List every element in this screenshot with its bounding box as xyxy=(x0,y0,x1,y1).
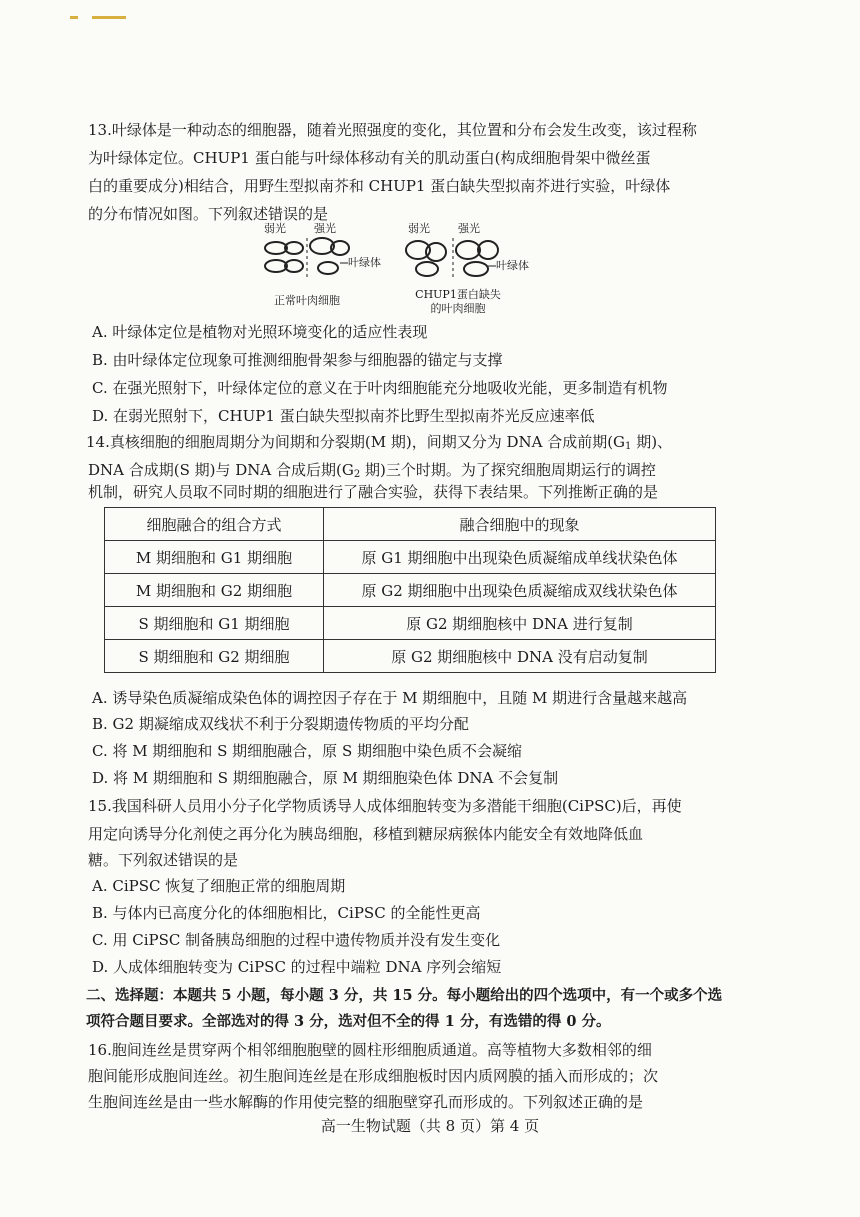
q14-line: 14.真核细胞的细胞周期分为间期和分裂期(M 期)，间期又分为 DNA 合成前期($G_1$ 期)、 xyxy=(86,433,673,452)
chloroplast-diagram xyxy=(262,236,562,280)
q15-line: 用定向诱导分化剂使之再分化为胰岛细胞，移植到糖尿病猴体内能安全有效地降低血 xyxy=(88,825,644,843)
q13-line: 13.叶绿体是一种动态的细胞器，随着光照强度的变化，其位置和分布会发生改变，该过程称 xyxy=(88,121,697,139)
table-cell: 原 G2 期细胞中出现染色质凝缩成双线状染色体 xyxy=(324,574,716,607)
q14-option-b: B. G2 期凝缩成双线状不利于分裂期遗传物质的平均分配 xyxy=(92,715,469,733)
q15-line: 15.我国科研人员用小分子化学物质诱导人成体细胞转变为多潜能干细胞(CiPSC)后，再使 xyxy=(88,797,682,815)
table-cell: 原 G2 期细胞核中 DNA 没有启动复制 xyxy=(324,640,716,673)
q14-option-a: A. 诱导染色质凝缩成染色体的调控因子存在于 M 期细胞中，且随 M 期进行含量越来越高 xyxy=(92,689,688,707)
chloroplast-label: 叶绿体 xyxy=(496,259,529,272)
q15-line: 糖。下列叙述错误的是 xyxy=(88,851,239,869)
q14-option-c: C. 将 M 期细胞和 S 期细胞融合，原 S 期细胞中染色质不会凝缩 xyxy=(92,742,522,760)
table-cell: S 期细胞和 G2 期细胞 xyxy=(105,640,324,673)
table-cell: 原 G1 期细胞中出现染色质凝缩成单线状染色体 xyxy=(324,541,716,574)
table-cell: M 期细胞和 G1 期细胞 xyxy=(105,541,324,574)
q13-line: 为叶绿体定位。CHUP1 蛋白能与叶绿体移动有关的肌动蛋白(构成细胞骨架中微丝蛋 xyxy=(88,149,651,167)
table-cell: 原 G2 期细胞核中 DNA 进行复制 xyxy=(324,607,716,640)
table-row xyxy=(105,640,716,673)
q13-option-c: C. 在强光照射下，叶绿体定位的意义在于叶肉细胞能充分地吸收光能，更多制造有机物 xyxy=(92,379,668,397)
table-row xyxy=(105,607,716,640)
q16-line: 生胞间连丝是由一些水解酶的作用使完整的细胞壁穿孔而形成的。下列叙述正确的是 xyxy=(88,1093,644,1111)
table-cell: M 期细胞和 G2 期细胞 xyxy=(105,574,324,607)
normal-cell-caption: 正常叶肉细胞 xyxy=(274,294,340,307)
q13-option-b: B. 由叶绿体定位现象可推测细胞骨架参与细胞器的锚定与支撑 xyxy=(92,351,503,369)
q14-option-d: D. 将 M 期细胞和 S 期细胞融合，原 M 期细胞染色体 DNA 不会复制 xyxy=(92,769,559,787)
q13-option-d: D. 在弱光照射下，CHUP1 蛋白缺失型拟南芥比野生型拟南芥光反应速率低 xyxy=(92,407,595,425)
q13-line: 的分布情况如图。下列叙述错误的是 xyxy=(88,205,329,223)
corner-mark xyxy=(70,16,78,19)
q15-option-b: B. 与体内已高度分化的体细胞相比，CiPSC 的全能性更高 xyxy=(92,904,481,922)
q16-line: 胞间能形成胞间连丝。初生胞间连丝是在形成细胞板时因内质网膜的插入而形成的；次 xyxy=(88,1067,659,1085)
section-heading: 项符合题目要求。全部选对的得 3 分，选对但不全的得 1 分，有选错的得 0 分。 xyxy=(86,1013,611,1030)
table-row xyxy=(105,541,716,574)
weak-light-label: 弱光 xyxy=(408,222,430,235)
chloroplast-label: 叶绿体 xyxy=(348,256,381,269)
table-header-cell: 细胞融合的组合方式 xyxy=(105,508,324,541)
table-cell: S 期细胞和 G1 期细胞 xyxy=(105,607,324,640)
q14-line: DNA 合成期(S 期)与 DNA 合成后期($G_2$ 期)三个时期。为了探究细胞周期运行的调控 xyxy=(88,461,656,480)
table-header-cell: 融合细胞中的现象 xyxy=(324,508,716,541)
page-footer: 高一生物试题（共 8 页）第 4 页 xyxy=(320,1117,540,1135)
strong-light-label: 强光 xyxy=(458,222,480,235)
q14-line: 机制，研究人员取不同时期的细胞进行了融合实验，获得下表结果。下列推断正确的是 xyxy=(88,483,659,501)
table-row xyxy=(105,574,716,607)
fusion-table xyxy=(104,507,716,673)
mutant-cell-caption: 的叶肉细胞 xyxy=(430,302,486,315)
q15-option-d: D. 人成体细胞转变为 CiPSC 的过程中端粒 DNA 序列会缩短 xyxy=(92,958,502,976)
strong-light-label: 强光 xyxy=(314,222,336,235)
q15-option-c: C. 用 CiPSC 制备胰岛细胞的过程中遗传物质并没有发生变化 xyxy=(92,931,501,949)
table-header-row xyxy=(105,508,716,541)
section-heading: 二、选择题：本题共 5 小题，每小题 3 分，共 15 分。每小题给出的四个选项中，有一个或多个选 xyxy=(86,987,723,1004)
corner-mark xyxy=(92,16,126,19)
q16-line: 16.胞间连丝是贯穿两个相邻细胞胞壁的圆柱形细胞质通道。高等植物大多数相邻的细 xyxy=(88,1041,652,1059)
weak-light-label: 弱光 xyxy=(264,222,286,235)
q13-line: 白的重要成分)相结合，用野生型拟南芥和 CHUP1 蛋白缺失型拟南芥进行实验，叶绿体 xyxy=(88,177,671,195)
chloroplast-figure xyxy=(262,218,562,318)
q15-option-a: A. CiPSC 恢复了细胞正常的细胞周期 xyxy=(92,877,346,895)
mutant-cell-caption: CHUP1蛋白缺失 xyxy=(415,288,501,301)
q13-option-a: A. 叶绿体定位是植物对光照环境变化的适应性表现 xyxy=(92,323,428,341)
